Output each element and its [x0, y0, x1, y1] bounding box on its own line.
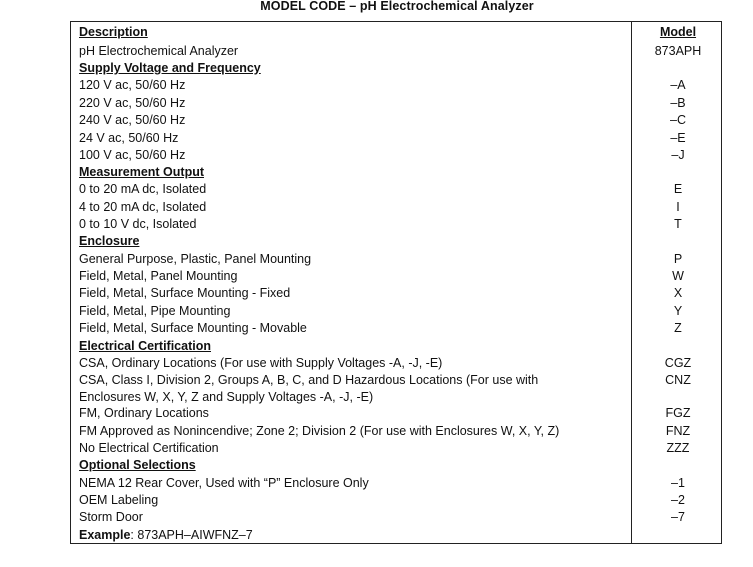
row-description: 0 to 20 mA dc, Isolated	[79, 182, 207, 196]
example-label: Example	[79, 528, 131, 542]
table-row	[79, 320, 719, 338]
row-code: 873APH	[654, 44, 702, 58]
row-code: –A	[670, 78, 686, 92]
table-row	[79, 199, 719, 217]
model-column-header: Model	[659, 25, 697, 39]
row-code: P	[673, 252, 683, 266]
example-value: : 873APH–AIWFNZ–7	[130, 528, 253, 542]
row-description: Storm Door	[79, 510, 143, 524]
table-header-row	[79, 24, 719, 42]
row-code: ZZZ	[666, 441, 690, 455]
row-description: FM, Ordinary Locations	[79, 406, 209, 420]
table-row	[79, 95, 719, 113]
table-row	[79, 475, 719, 493]
table-row	[79, 43, 719, 61]
row-description: 24 V ac, 50/60 Hz	[79, 131, 179, 145]
section-heading-optional	[79, 457, 719, 475]
row-code: Y	[673, 304, 683, 318]
table-row	[79, 77, 719, 95]
row-code: –E	[670, 131, 686, 145]
row-description: pH Electrochemical Analyzer	[79, 44, 239, 58]
row-description: CSA, Class I, Division 2, Groups A, B, C, and D Hazardous Locations (For use with Enclosures W, X, Y, Z and Supply Voltages -A, -J, -E)	[79, 373, 539, 404]
section-heading-supply	[79, 60, 719, 78]
row-code: –1	[671, 476, 685, 490]
row-description: OEM Labeling	[79, 493, 159, 507]
table-row	[79, 181, 719, 199]
table-row	[79, 405, 719, 423]
section-heading-text: Enclosure	[79, 234, 140, 248]
row-description: NEMA 12 Rear Cover, Used with “P” Enclosure Only	[79, 476, 369, 490]
row-code: –J	[671, 148, 685, 162]
row-code: –7	[671, 510, 685, 524]
row-description: 240 V ac, 50/60 Hz	[79, 113, 186, 127]
table-row	[79, 372, 719, 406]
table-row	[79, 423, 719, 441]
section-heading-text: Optional Selections	[79, 458, 196, 472]
row-code: Z	[674, 321, 682, 335]
row-description: FM Approved as Nonincendive; Zone 2; Division 2 (For use with Enclosures W, X, Y, Z)	[79, 424, 560, 438]
section-heading-certification	[79, 338, 719, 356]
row-description: 4 to 20 mA dc, Isolated	[79, 200, 207, 214]
row-code: E	[673, 182, 683, 196]
table-row	[79, 303, 719, 321]
row-code: –2	[671, 493, 685, 507]
section-heading-text: Supply Voltage and Frequency	[79, 61, 261, 75]
document-title: MODEL CODE – pH Electrochemical Analyzer	[260, 0, 534, 13]
row-description: Field, Metal, Panel Mounting	[79, 269, 238, 283]
example-row	[79, 527, 719, 545]
table-row	[79, 285, 719, 303]
row-code: I	[676, 200, 680, 214]
row-description: Field, Metal, Surface Mounting - Fixed	[79, 286, 291, 300]
row-code: X	[673, 286, 683, 300]
table-row	[79, 147, 719, 165]
row-description: CSA, Ordinary Locations (For use with Supply Voltages -A, -J, -E)	[79, 356, 443, 370]
row-code: CNZ	[665, 373, 691, 387]
row-code: T	[674, 217, 682, 231]
table-row	[79, 268, 719, 286]
row-description: 120 V ac, 50/60 Hz	[79, 78, 186, 92]
table-row	[79, 112, 719, 130]
section-heading-enclosure	[79, 233, 719, 251]
table-row	[79, 440, 719, 458]
table-row	[79, 216, 719, 234]
row-description: Field, Metal, Pipe Mounting	[79, 304, 231, 318]
section-heading-text: Measurement Output	[79, 165, 205, 179]
example-text	[79, 527, 631, 544]
row-code: –B	[670, 96, 686, 110]
table-row	[79, 251, 719, 269]
row-code: CGZ	[664, 356, 692, 370]
row-code: FGZ	[665, 406, 691, 420]
description-column-header: Description	[79, 25, 148, 39]
table-row	[79, 355, 719, 373]
row-description: No Electrical Certification	[79, 441, 219, 455]
row-description: General Purpose, Plastic, Panel Mounting	[79, 252, 312, 266]
table-row	[79, 130, 719, 148]
row-code: FNZ	[665, 424, 691, 438]
row-code: W	[672, 269, 684, 283]
row-code: –C	[670, 113, 686, 127]
row-description: 220 V ac, 50/60 Hz	[79, 96, 186, 110]
section-heading-output	[79, 164, 719, 182]
table-row	[79, 509, 719, 527]
row-description: Field, Metal, Surface Mounting - Movable	[79, 321, 307, 335]
table-row	[79, 492, 719, 510]
row-description: 0 to 10 V dc, Isolated	[79, 217, 197, 231]
section-heading-text: Electrical Certification	[79, 339, 211, 353]
row-description: 100 V ac, 50/60 Hz	[79, 148, 186, 162]
